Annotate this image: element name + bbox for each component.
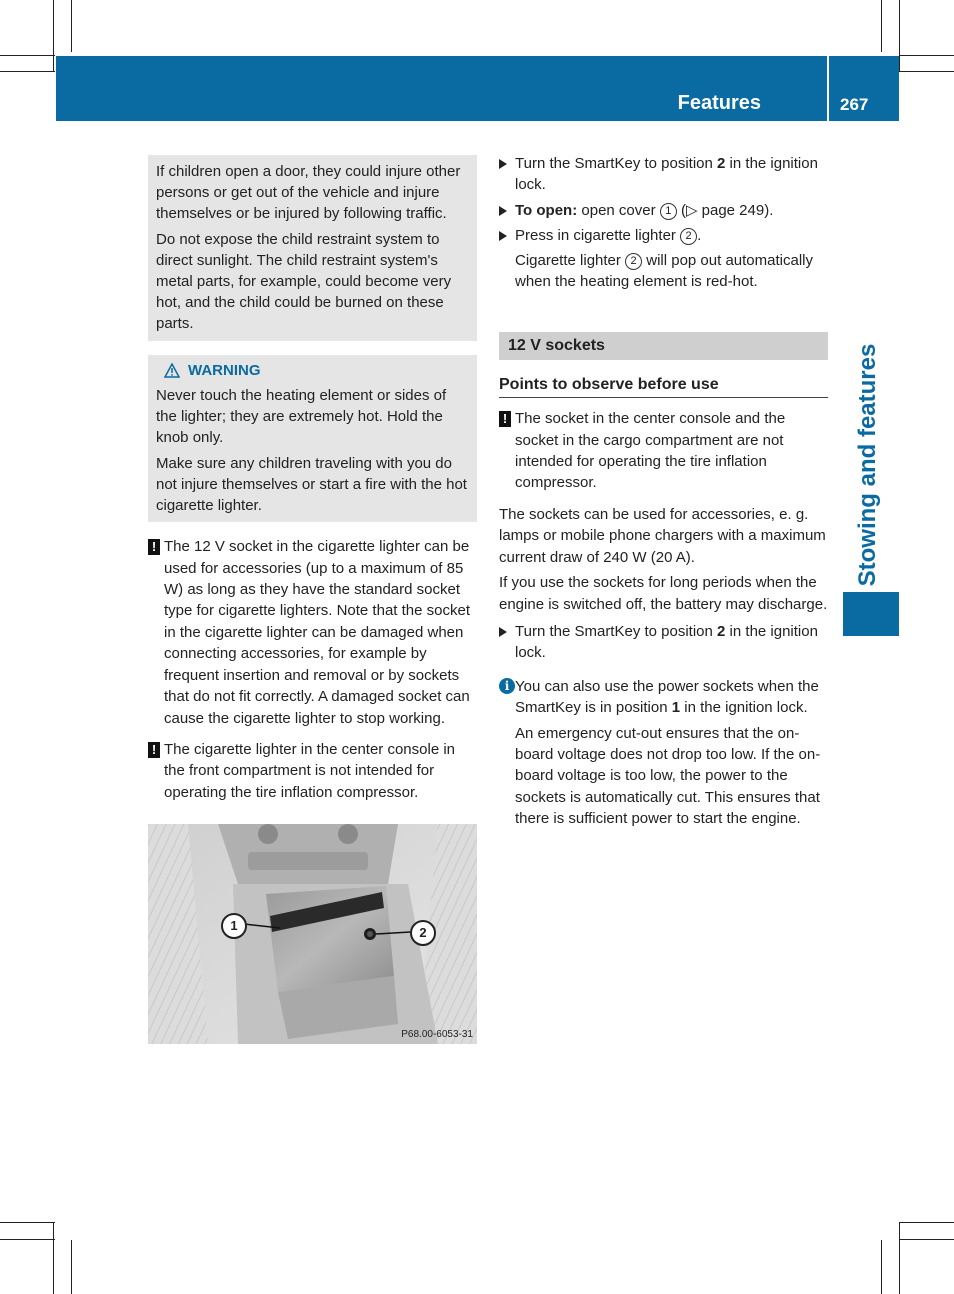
left-column — [148, 155, 477, 813]
chapter-tab — [843, 592, 899, 636]
crop-mark — [71, 1240, 72, 1294]
body-paragraph: The sockets can be used for accessories, e. g. lamps or mobile phone chargers with a maximum current draw of 240 W (20 A). — [499, 505, 826, 566]
body-paragraph: If you use the sockets for long periods when the engine is switched off, the battery may discharge. — [499, 574, 828, 613]
right-column — [499, 153, 828, 834]
step-bold: 2 — [717, 622, 726, 640]
step-arrow-icon — [499, 627, 507, 637]
circled-number: 2 — [625, 253, 642, 270]
callout-2: 2 — [410, 920, 436, 946]
instruction-step — [499, 225, 828, 292]
exclamation-icon: ! — [499, 411, 511, 427]
warning-box — [148, 355, 477, 523]
crop-mark — [881, 1240, 882, 1294]
note-text: The socket in the center console and the socket in the cargo compartment are not intended for operating the tire inflation compressor. — [515, 410, 786, 492]
header-divider — [827, 56, 829, 121]
crop-mark — [899, 1222, 954, 1223]
crop-mark — [899, 55, 954, 56]
warning-paragraph: Make sure any children traveling with you do not injure themselves or start a fire with the hot cigarette lighter. — [156, 454, 467, 515]
exclamation-icon: ! — [148, 539, 160, 555]
info-subtext: An emergency cut-out ensures that the on-board voltage does not drop too low. If the on-board voltage is too low, the power to the sockets is automatically cut. This ensures that there is sufficient power to start the engine. — [515, 724, 821, 828]
step-text: . — [697, 227, 702, 245]
warning-heading — [164, 360, 469, 381]
chapter-label: Stowing and features — [854, 343, 881, 587]
page-header — [56, 56, 899, 121]
note-item — [148, 536, 477, 729]
info-text: You can also use the power sockets when the SmartKey is in position — [515, 677, 819, 717]
header-title: Features — [677, 92, 761, 114]
step-result — [515, 250, 828, 293]
figure-code: P68.00-6053-31 — [401, 1029, 473, 1040]
crop-mark — [0, 1239, 55, 1240]
section-heading: 12 V sockets — [499, 332, 828, 359]
note-item — [148, 739, 477, 803]
step-text: in the ignition lock. — [515, 155, 818, 194]
circled-number: 1 — [660, 203, 677, 220]
crop-mark — [53, 0, 54, 72]
crop-mark — [881, 0, 882, 52]
step-text: will pop out automatically when the heating element is red-hot. — [515, 251, 813, 291]
step-text: open cover — [577, 201, 660, 219]
exclamation-icon: ! — [148, 742, 160, 758]
instruction-step — [499, 621, 828, 664]
crop-mark — [0, 71, 55, 72]
instruction-step — [499, 200, 828, 221]
caution-box — [148, 155, 477, 341]
note-text: The cigarette lighter in the center console in the front compartment is not intended for operating the tire inflation compressor. — [164, 740, 455, 801]
step-arrow-icon — [499, 206, 507, 216]
subheading: Points to observe before use — [499, 374, 828, 398]
crop-mark — [0, 1222, 55, 1223]
crop-mark — [899, 1239, 954, 1240]
info-bold: 1 — [671, 699, 681, 717]
step-text: Turn the SmartKey to position — [515, 622, 718, 640]
step-arrow-icon — [499, 231, 507, 241]
page-number: 267 — [840, 95, 869, 114]
step-text: in the ignition lock. — [515, 622, 818, 662]
info-text: in the ignition lock. — [680, 699, 808, 717]
circled-number: 2 — [680, 228, 697, 245]
step-text: Press in cigarette lighter — [515, 227, 681, 245]
box-paragraph: If children open a door, they could injure other persons or get out of the vehicle and injure themselves or be injured by following traffic. — [156, 163, 461, 223]
warning-triangle-icon — [164, 363, 180, 378]
step-text: Turn the SmartKey to position — [515, 155, 718, 172]
info-icon: i — [499, 678, 515, 694]
step-arrow-icon — [499, 159, 507, 169]
step-text: Cigarette lighter — [515, 251, 626, 269]
step-text: (▷ page 249). — [676, 201, 774, 219]
step-bold: To open: — [515, 201, 578, 219]
note-item — [499, 408, 828, 494]
info-item — [499, 676, 828, 830]
crop-mark — [53, 1222, 54, 1294]
step-bold: 2 — [717, 155, 726, 172]
crop-mark — [0, 55, 55, 56]
crop-mark — [71, 0, 72, 52]
console-photo — [148, 824, 477, 1044]
callout-1: 1 — [221, 913, 247, 939]
crop-mark — [899, 1222, 900, 1294]
instruction-step — [499, 153, 828, 196]
note-text: The 12 V socket in the cigarette lighter can be used for accessories (up to a maximum of 85 W) as long as they have the standard socket type for cigarette lighters. Note that the socket in the cigarette lighter can be damaged when connecting accessories, for example by frequent insertion and removal or by sockets that do not fit correctly. A damaged socket can cause the cigarette lighter to stop working. — [164, 538, 470, 727]
crop-mark — [899, 71, 954, 72]
warning-paragraph: Never touch the heating element or sides of the lighter; they are extremely hot. Hold the knob only. — [156, 387, 447, 447]
box-paragraph: Do not expose the child restraint system to direct sunlight. The child restraint system's metal parts, for example, could become very hot, and the child could be burned on these parts. — [156, 230, 452, 333]
crop-mark — [899, 0, 900, 72]
warning-title: WARNING — [188, 361, 261, 379]
